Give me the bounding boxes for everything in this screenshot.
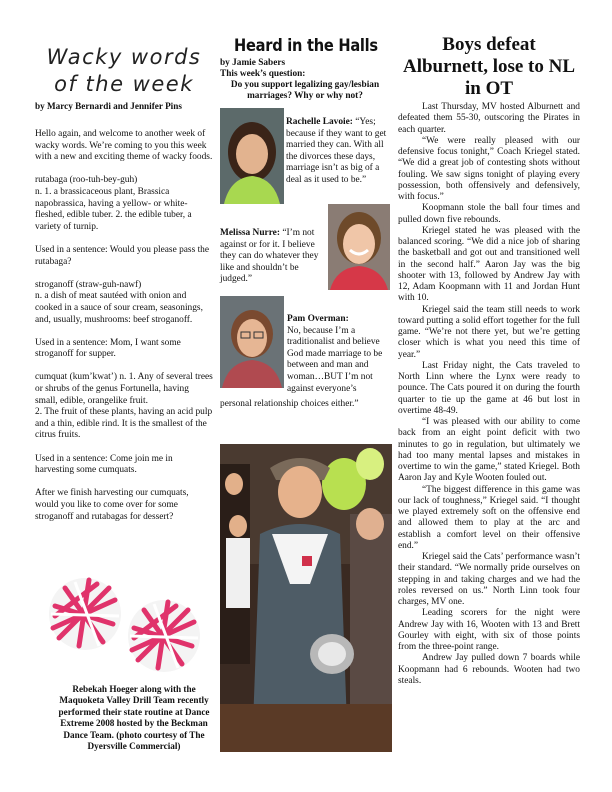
rachelle-answer-text: “Yes; because if they want to get married they can. With all the divorces these days, marriage isn’t as big of a deal as it used to be.” (286, 117, 387, 185)
boys-basketball-column (398, 34, 580, 687)
article-paragraph: Koopmann stole the ball four times and pulled down five rebounds. (398, 203, 580, 225)
rachelle-name: Rachelle Lavoie: (286, 117, 353, 127)
article-paragraph: Leading scorers for the night were Andrew Jay with 16, Wooten with 13 and Brett Gourley with eight, with six of those points from the three-point range. (398, 608, 580, 652)
pam-answer (287, 314, 390, 395)
wacky-byline: by Marcy Bernardi and Jennifer Pins (35, 101, 182, 111)
article-paragraph: Last Friday night, the Cats traveled to North Linn where the Lynx were ready to pounce. The Cats poured it on during the fourth quarter to tie up the game at 46 but lost in overtime 48-49. (398, 360, 580, 416)
wacky-title-line1: Wacky words (46, 45, 202, 69)
wacky-paragraph: Used in a sentence: Mom, I want some stroganoff for supper. (35, 337, 181, 360)
wacky-words-title (35, 44, 213, 98)
wacky-paragraph: Used in a sentence: Would you please pass the rutabaga? (35, 244, 210, 267)
wacky-words-column (35, 44, 213, 535)
melissa-photo (328, 204, 390, 290)
rachelle-answer (286, 117, 390, 187)
halls-question: Do you support legalizing gay/lesbian marriages? Why or why not? (230, 80, 380, 101)
wacky-paragraph: Hello again, and welcome to another week of wacky words. We’re coming to you this week with a new and exciting theme of wacky foods. (35, 129, 213, 163)
heard-in-halls-column (220, 36, 390, 102)
pam-answer-tail: personal relationship choices either.” (220, 399, 359, 409)
drill-team-photo (220, 444, 392, 752)
melissa-answer (220, 228, 324, 286)
article-paragraph: Kriegel said the team still needs to work toward putting a solid effort together for the full game. “We’re not there yet, but we’re getting closer which is what you need this time of year.” (398, 304, 580, 360)
wacky-paragraph: stroganoff (straw-guh-nawf) n. a dish of meat sautéed with onion and cooked in a sauce of sour cream, seasonings, and, usually, mushrooms: beef stroganoff. (35, 279, 203, 325)
article-paragraph: “I was pleased with our ability to come back from an eight point deficit with two minutes to go in regulation, but ultimately we had too many mental lapses and mistakes in overtime to win the game,” stated Kriegel. Both Aaron Jay and Kyle Wooten fouled out. (398, 417, 580, 484)
wacky-paragraph: Used in a sentence: Come join me in harvesting some cumquats. (35, 453, 173, 476)
wacky-paragraph: rutabaga (roo-tuh-bey-guh) n. 1. a brassicaceous plant, Brassica napobrassica, having a yellow- or white-fleshed, edible tuber. 2. the edible tuber, a variety of turnip. (35, 175, 192, 232)
halls-title: Heard in the Halls (234, 36, 378, 56)
wacky-paragraph: cumquat (kum’kwat’) n. 1. Any of several trees or shrubs of the genus Fortunella, having small, edible, orangelike fruit. 2. The fruit of these plants, having an acid pulp and a thin, edible rind. It is the smallest of the citrus fruits. (35, 372, 213, 441)
melissa-name: Melissa Nurre: (220, 228, 280, 238)
rachelle-photo (220, 108, 284, 204)
pam-name: Pam Overman: (287, 314, 349, 324)
article-paragraph: “The biggest difference in this game was our lack of toughness,” Kriegel said. “I thought we played extremely soft on the offensive end and allowed them to play at the arc and establish a comfort level on their offensive end.” (398, 484, 580, 551)
melissa-answer-rest: against or for it. I believe they can do whatever they like and shouldn’t be judged.” (220, 239, 319, 285)
melissa-answer-first: “I’m not (282, 228, 315, 238)
article-paragraph: Kriegel said the Cats’ performance wasn’t their standard. “We normally pride ourselves on stepping in and taking charges and we had the roles reversed on us.” North Linn took four charges, MV one. (398, 552, 580, 607)
article-paragraph: Andrew Jay pulled down 7 boards while Koopmann had 6 rebounds. Wooten had two steals. (398, 653, 580, 686)
pam-answer-text: No, because I’m a traditionalist and believe God made marriage to be between and man and woman…BUT I’m not against everyone’s (287, 325, 383, 394)
pompom-image (40, 574, 212, 686)
wacky-paragraph: After we finish harvesting our cumquats, would you like to come over for some stroganoff and rutabagas for dessert? (35, 488, 189, 522)
photo-caption: Rebekah Hoeger along with the Maquoketa Valley Drill Team recently performed their state routine at Dance Extreme 2008 hosted by the Beckman Dance Team. (photo courtesy of The Dyersville Commercial) (58, 684, 210, 752)
boys-title: Boys defeat Alburnett, lose to NL in OT (402, 34, 576, 99)
article-paragraph: “We were really pleased with our defensive focus tonight,” Coach Kriegel stated. “We did a great job of contesting shots without fouling. We saw signs tonight of playing every possession, both offensively and defensively, with focus.” (398, 135, 580, 202)
pam-photo (220, 296, 284, 388)
halls-question-label: This week’s question: (220, 69, 306, 79)
article-paragraph: Kriegel stated he was pleased with the balanced scoring. “We did a nice job of sharing the basketball and got out and transitioned well in the second half.” Aaron Jay was the big shooter with 13, followed by Andrew Jay with 12, Adam Koopmann with 11 and Jordan Hunt with 10. (398, 225, 580, 304)
halls-byline: by Jamie Sabers (220, 58, 286, 68)
wacky-title-line2: of the week (54, 72, 194, 96)
article-paragraph: Last Thursday, MV hosted Alburnett and defeated them 55-30, outscoring the Pirates in each quarter. (398, 102, 580, 135)
